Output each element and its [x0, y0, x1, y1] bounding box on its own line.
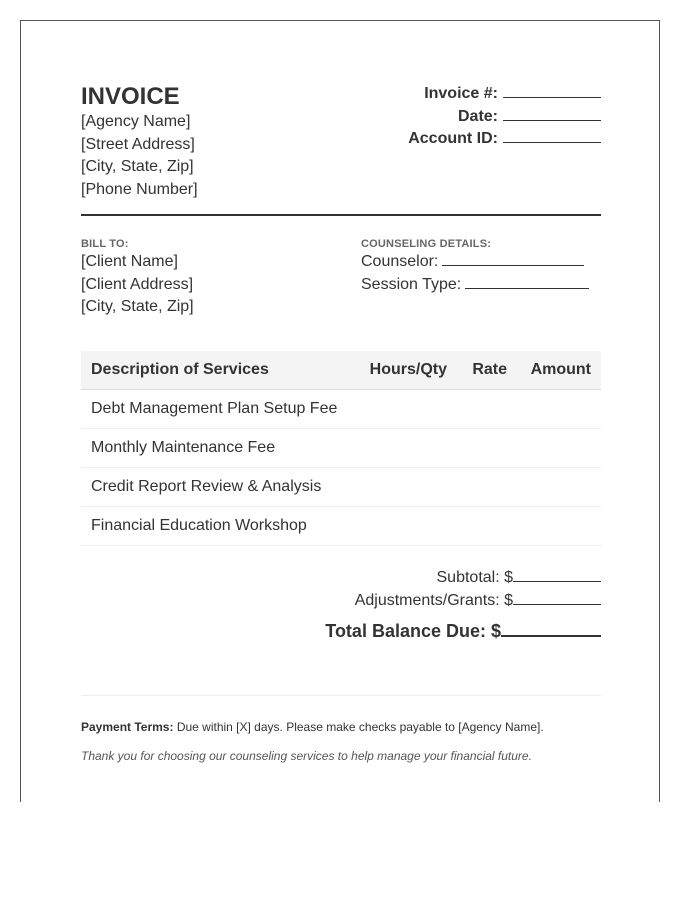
session-type-blank: [465, 274, 589, 289]
table-row: [81, 429, 601, 468]
thank-you-note: Thank you for choosing our counseling services to help manage your financial future.: [81, 749, 532, 763]
agency-city-state-zip: [City, State, Zip]: [81, 158, 194, 175]
account-id-blank: [503, 128, 601, 143]
company-info: [81, 83, 198, 201]
adjustments-label: Adjustments/Grants: $: [354, 592, 513, 609]
service-rate: [457, 468, 517, 507]
session-type-label: Session Type:: [361, 275, 462, 293]
total-balance-blank: [501, 619, 601, 637]
invoice-number-label: Invoice #:: [424, 85, 498, 102]
client-city-state-zip: [City, State, Zip]: [81, 298, 194, 315]
service-description: Debt Management Plan Setup Fee: [81, 390, 353, 429]
counselor-row: [361, 251, 601, 274]
service-amount: [517, 468, 601, 507]
service-qty: [353, 390, 457, 429]
agency-phone: [Phone Number]: [81, 180, 198, 198]
column-header-hours-qty: Hours/Qty: [353, 351, 457, 390]
account-id-row: [408, 128, 601, 151]
payment-terms-label: Payment Terms:: [81, 720, 174, 734]
service-description: Monthly Maintenance Fee: [81, 429, 353, 468]
payment-terms: [81, 719, 601, 735]
service-amount: [517, 390, 601, 429]
bill-to-section: [81, 237, 341, 319]
table-row: [81, 507, 601, 546]
invoice-date-label: Date:: [457, 107, 498, 125]
service-amount: [517, 507, 601, 546]
footer-divider: [81, 695, 601, 696]
services-table: [81, 351, 601, 546]
service-rate: [457, 429, 517, 468]
service-qty: [353, 468, 457, 507]
column-header-rate: Rate: [457, 351, 517, 390]
header-divider: [81, 214, 601, 216]
invoice-date-row: [408, 106, 601, 129]
service-description: Credit Report Review & Analysis: [81, 468, 353, 507]
agency-name: [Agency Name]: [81, 113, 191, 130]
column-header-amount: Amount: [517, 351, 601, 390]
counseling-details-section: [361, 237, 601, 296]
total-balance-label: Total Balance Due: $: [325, 621, 501, 641]
service-qty: [353, 507, 457, 546]
counselor-label: Counselor:: [361, 253, 439, 270]
payment-terms-text: Due within [X] days. Please make checks payable to [Agency Name].: [173, 720, 544, 734]
account-id-label: Account ID:: [408, 130, 498, 147]
bill-to-label: BILL TO:: [81, 238, 129, 250]
invoice-meta: [408, 83, 601, 151]
service-rate: [457, 507, 517, 546]
invoice-header: [81, 83, 601, 223]
client-name: [Client Name]: [81, 253, 178, 270]
table-header-row: [81, 351, 601, 390]
table-row: [81, 468, 601, 507]
invoice-page: [20, 20, 660, 802]
invoice-title: INVOICE: [81, 83, 180, 110]
adjustments-row: [201, 589, 601, 612]
subtotal-label: Subtotal: $: [436, 569, 513, 586]
adjustments-blank: [513, 590, 601, 605]
service-amount: [517, 429, 601, 468]
invoice-date-blank: [503, 106, 601, 121]
column-header-description: Description of Services: [81, 351, 353, 390]
session-type-row: [361, 274, 601, 297]
subtotal-row: [201, 566, 601, 589]
service-rate: [457, 390, 517, 429]
total-balance-row: [201, 619, 601, 643]
invoice-number-row: [408, 83, 601, 106]
counselor-blank: [442, 251, 584, 266]
totals-section: [201, 566, 601, 643]
invoice-number-blank: [503, 83, 601, 98]
subtotal-blank: [513, 567, 601, 582]
agency-street-address: [Street Address]: [81, 135, 195, 153]
table-row: [81, 390, 601, 429]
client-address: [Client Address]: [81, 275, 194, 293]
service-qty: [353, 429, 457, 468]
service-description: Financial Education Workshop: [81, 507, 353, 546]
counseling-details-label: COUNSELING DETAILS:: [361, 238, 492, 250]
